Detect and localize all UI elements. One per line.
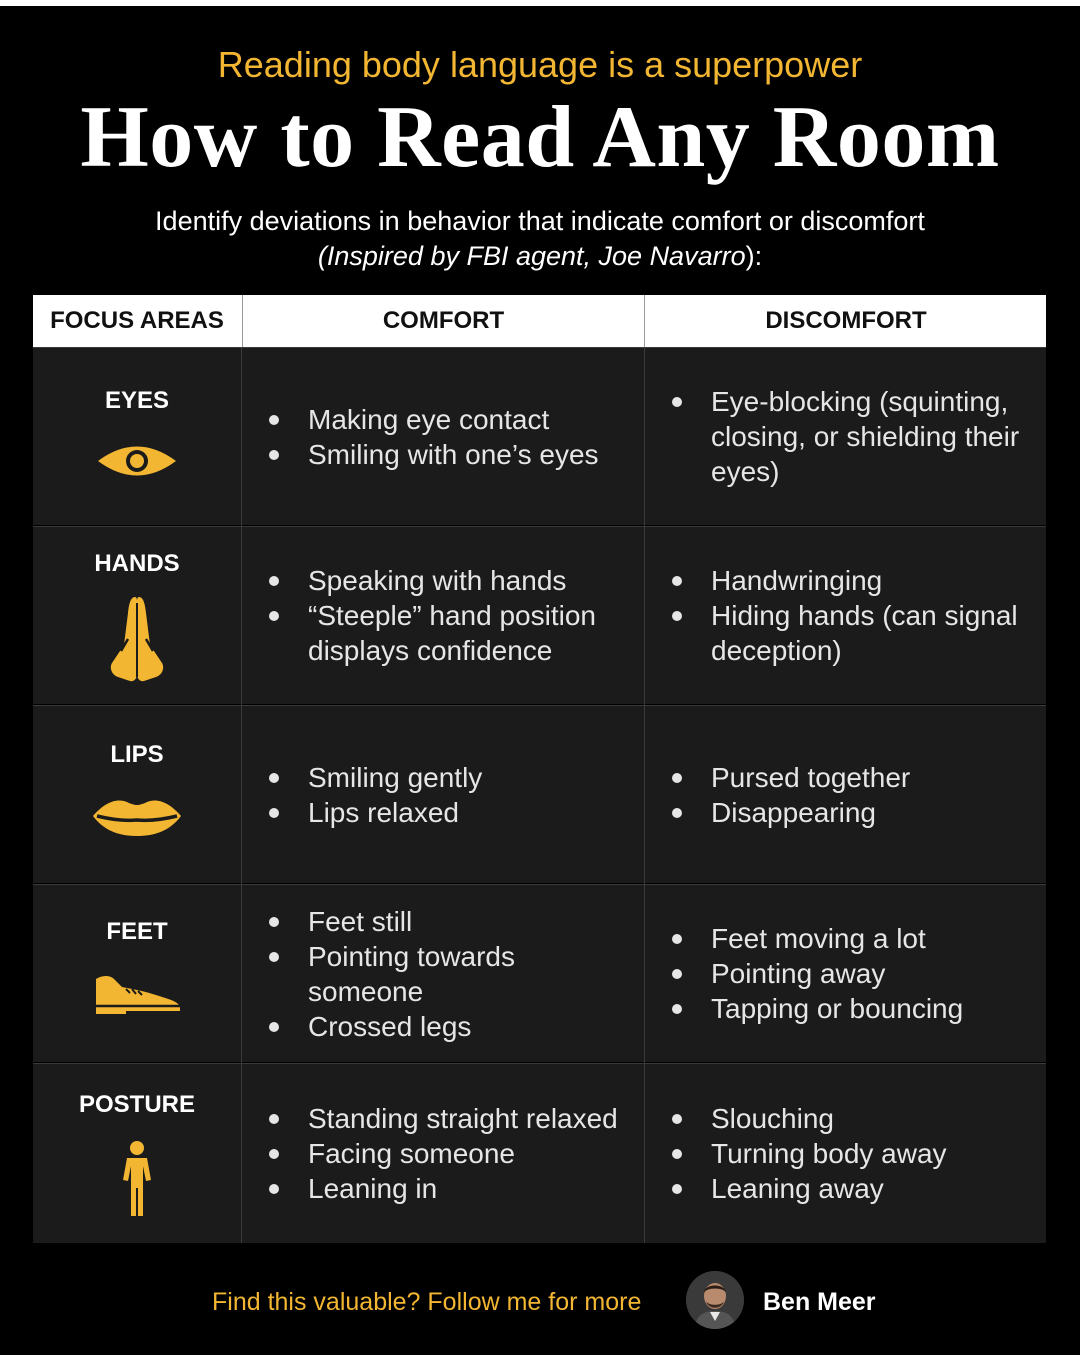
lips-icon [33,796,241,836]
list-item: Lips relaxed [260,795,482,830]
subtitle-line-1: Identify deviations in behavior that indicate comfort or discomfort [155,206,925,236]
subtitle-line-2 [0,239,1080,274]
page-title: How to Read Any Room [80,89,1000,186]
table-row-lips [33,705,1046,883]
author-name[interactable]: Ben Meer [763,1288,876,1316]
column-header-discomfort: DISCOMFORT [644,295,1047,347]
avatar[interactable] [686,1271,744,1329]
comfort-cell [242,348,644,525]
list-item: Slouching [663,1101,947,1136]
column-divider [241,347,242,1243]
discomfort-cell [645,348,1046,525]
list-item: Feet moving a lot [663,921,963,956]
table-header-row [33,295,1046,347]
list-item: Facing someone [260,1136,618,1171]
column-header-comfort: COMFORT [242,295,644,347]
list-item: Handwringing [663,563,1036,598]
comfort-cell [242,706,644,883]
follow-cta[interactable]: Find this valuable? Follow me for more [212,1288,642,1316]
shoe-icon [33,973,241,1015]
comfort-cell [242,885,644,1062]
list-item: Pursed together [663,760,910,795]
subtitle-attribution: (Inspired by FBI agent, Joe Navarro [317,241,746,271]
list-item: Crossed legs [260,1009,632,1044]
list-item: “Steeple” hand position displays confidence [260,598,632,668]
list-item: Tapping or bouncing [663,991,963,1026]
focus-area-feet [33,885,241,1062]
subtitle [0,204,1080,274]
table-row-eyes [33,347,1046,525]
focus-area-lips [33,706,241,883]
list-item: Eye-blocking (squinting, closing, or shielding their eyes) [663,384,1036,489]
list-item: Smiling with one’s eyes [260,437,599,472]
focus-label: LIPS [110,741,164,768]
focus-label: HANDS [94,550,180,577]
list-item: Smiling gently [260,760,482,795]
discomfort-cell [645,527,1046,704]
list-item: Standing straight relaxed [260,1101,618,1136]
table-row-posture [33,1063,1046,1243]
list-item: Pointing away [663,956,963,991]
list-item: Hiding hands (can signal deception) [663,598,1036,668]
list-item: Turning body away [663,1136,947,1171]
table-row-feet [33,884,1046,1062]
focus-area-posture [33,1064,241,1243]
focus-area-eyes [33,348,241,525]
discomfort-cell [645,706,1046,883]
comfort-cell [242,1064,644,1243]
list-item: Making eye contact [260,402,599,437]
focus-area-hands [33,527,241,704]
list-item: Feet still [260,904,632,939]
focus-label: POSTURE [78,1091,195,1118]
praying-hands-icon [33,593,241,685]
comfort-cell [242,527,644,704]
focus-label: EYES [104,387,170,414]
body-language-table [33,295,1046,1243]
focus-label: FEET [106,918,168,945]
discomfort-cell [645,1064,1046,1243]
eye-icon [33,440,241,482]
list-item: Speaking with hands [260,563,632,598]
discomfort-cell [645,885,1046,1062]
list-item: Disappearing [663,795,910,830]
list-item: Leaning in [260,1171,618,1206]
subtitle-tail: ): [745,241,763,271]
column-header-focus-areas: FOCUS AREAS [50,307,224,334]
standing-person-icon [33,1140,241,1218]
kicker-text: Reading body language is a superpower [217,44,863,85]
column-divider [644,347,645,1243]
list-item: Pointing towards someone [260,939,632,1009]
list-item: Leaning away [663,1171,947,1206]
table-row-hands [33,526,1046,704]
